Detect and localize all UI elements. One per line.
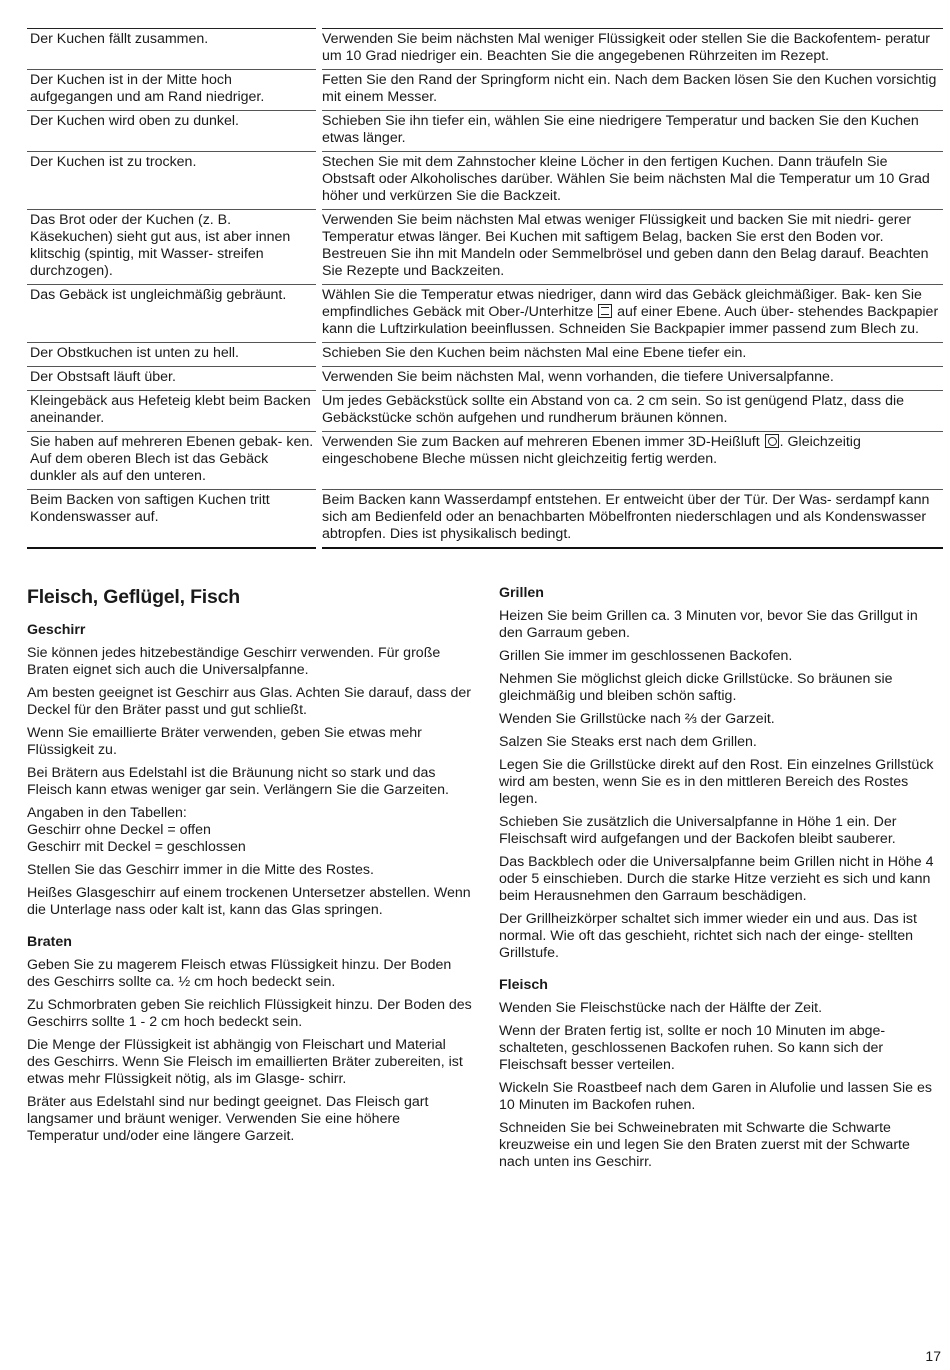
paragraph: Heizen Sie beim Grillen ca. 3 Minuten vor, bevor Sie das Grillgut in den Garraum geben. (499, 608, 918, 641)
fleisch-heading: Fleisch (499, 977, 548, 993)
grillen-heading: Grillen (499, 585, 544, 601)
paragraph: Schneiden Sie bei Schweinebraten mit Schwarte die Schwarte kreuzweise ein und legen Sie den Braten zuerst mit der Schwarte nach unten ins Geschirr. (499, 1120, 910, 1170)
problem-cell: Sie haben auf mehreren Ebenen gebak- ken. Auf dem oberen Blech ist das Gebäck dunkler als auf den unteren. (27, 432, 319, 490)
paragraph: Heißes Glasgeschirr auf einem trockenen Untersetzer abstellen. Wenn die Unterlage nass oder kalt ist, kann das Glas springen. (27, 885, 471, 918)
table-legend (27, 805, 472, 856)
problem-cell: Der Obstsaft läuft über. (27, 367, 319, 391)
table-row (27, 152, 943, 210)
problem-cell: Beim Backen von saftigen Kuchen tritt Kondenswasser auf. (27, 490, 319, 549)
solution-cell: Verwenden Sie beim nächsten Mal, wenn vorhanden, die tiefere Universalpfanne. (319, 367, 943, 391)
table-row (27, 343, 943, 367)
table-row (27, 490, 943, 549)
paragraph: Stellen Sie das Geschirr immer in die Mitte des Rostes. (27, 862, 374, 878)
solution-text: . Gleichzeitig eingeschobene Bleche müssen nicht gleichzeitig fertig werden. (322, 434, 861, 467)
paragraph: Wenden Sie Grillstücke nach ⅔ der Garzeit. (499, 711, 775, 727)
problem-cell: Das Brot oder der Kuchen (z. B. Käsekuchen) sieht gut aus, ist aber innen klitschig (spintig, mit Wasser- streifen durchzogen). (27, 210, 319, 285)
paragraph: Wenn Sie emaillierte Bräter verwenden, geben Sie etwas mehr Flüssigkeit zu. (27, 725, 422, 758)
solution-cell: Beim Backen kann Wasserdampf entstehen. Er entweicht über der Tür. Der Was- serdampf kann sich am Bedienfeld oder an benachbarten Möbelfronten niederschlagen und als Kondenswasser abtropfen. Dies ist physikalisch bedingt. (319, 490, 943, 549)
right-column (499, 585, 941, 1177)
paragraph: Das Backblech oder die Universalpfanne beim Grillen nicht in Höhe 4 oder 5 einschieben. Durch die starke Hitze verzieht es sich und kann beim Herausnehmen den Garraum beschädigen. (499, 854, 934, 904)
paragraph: Wickeln Sie Roastbeef nach dem Garen in Alufolie und lassen Sie es 10 Minuten im Backofen ruhen. (499, 1080, 932, 1113)
paragraph: Geben Sie zu magerem Fleisch etwas Flüssigkeit hinzu. Der Boden des Geschirrs sollte ca. ½ cm hoch bedeckt sein. (27, 957, 452, 990)
table-row (27, 367, 943, 391)
table-row (27, 70, 943, 111)
problem-cell: Der Kuchen ist in der Mitte hoch aufgegangen und am Rand niedriger. (27, 70, 319, 111)
paragraph: Bei Brätern aus Edelstahl ist die Bräunung nicht so stark und das Fleisch kann etwas weniger gar sein. Verlängern Sie die Garzeiten. (27, 765, 449, 798)
paragraph: Legen Sie die Grillstücke direkt auf den Rost. Ein einzelnes Grillstück wird am besten, wenn Sie es in den mittleren Bereich des Rostes legen. (499, 757, 934, 807)
problem-cell: Der Kuchen ist zu trocken. (27, 152, 319, 210)
top-bottom-heat-icon (598, 304, 612, 318)
paragraph: Nehmen Sie möglichst gleich dicke Grillstücke. So bräunen sie gleichmäßig und bleiben schön saftig. (499, 671, 893, 704)
solution-cell: Verwenden Sie beim nächsten Mal weniger Flüssigkeit oder stellen Sie die Backofentem- peratur um 10 Grad niedriger ein. Beachten Sie die angegebenen Rührzeiten im Rezept. (319, 29, 943, 70)
braten-heading: Braten (27, 934, 72, 950)
paragraph: Schieben Sie zusätzlich die Universalpfanne in Höhe 1 ein. Der Fleischsaft wird aufgefangen und der Backofen bleibt sauberer. (499, 814, 897, 847)
problem-cell: Der Kuchen fällt zusammen. (27, 29, 319, 70)
paragraph: Bräter aus Edelstahl sind nur bedingt geeignet. Das Fleisch gart langsamer und bräunt weniger. Verwenden Sie eine höhere Temperatur und/oder eine längere Garzeit. (27, 1094, 429, 1144)
solution-cell: Verwenden Sie beim nächsten Mal etwas weniger Flüssigkeit und backen Sie mit niedri- gerer Temperatur etwas länger. Bei Kuchen mit saftigem Belag, backen Sie erst den Boden vor. Bestreuen Sie ihn mit Mandeln oder Semmelbrösel und geben dann den Belag darauf. Beachten Sie Rezepte und Backzeiten. (319, 210, 943, 285)
table-row (27, 285, 943, 343)
solution-cell: Schieben Sie ihn tiefer ein, wählen Sie eine niedrigere Temperatur und backen Sie den Kuchen etwas länger. (319, 111, 943, 152)
paragraph: Zu Schmorbraten geben Sie reichlich Flüssigkeit hinzu. Der Boden des Geschirrs sollte 1 - 2 cm hoch bedeckt sein. (27, 997, 472, 1030)
paragraph: Der Grillheizkörper schaltet sich immer wieder ein und aus. Das ist normal. Wie oft das geschieht, richtet sich nach der einge- stellten Grillstufe. (499, 911, 917, 961)
paragraph: Am besten geeignet ist Geschirr aus Glas. Achten Sie darauf, dass der Deckel für den Bräter passt und gut schließt. (27, 685, 471, 718)
geschirr-heading: Geschirr (27, 622, 86, 638)
solution-cell: Schieben Sie den Kuchen beim nächsten Mal eine Ebene tiefer ein. (319, 343, 943, 367)
table-row (27, 432, 943, 490)
paragraph: Die Menge der Flüssigkeit ist abhängig von Fleischart und Material des Geschirrs. Wenn Sie Fleisch im emaillierten Bräter zubereiten, ist etwas mehr Flüssigkeit nötig, als im Glasge- schirr. (27, 1037, 463, 1087)
paragraph: Sie können jedes hitzebeständige Geschirr verwenden. Für große Braten eignet sich auch die Universalpfanne. (27, 645, 441, 678)
problem-cell: Der Kuchen wird oben zu dunkel. (27, 111, 319, 152)
solution-text: Verwenden Sie zum Backen auf mehreren Ebenen immer 3D-Heißluft (322, 434, 760, 450)
3d-hot-air-icon (765, 434, 779, 448)
section-title: Fleisch, Geflügel, Fisch (27, 586, 241, 608)
solution-cell: Um jedes Gebäckstück sollte ein Abstand von ca. 2 cm sein. So ist genügend Platz, dass die Gebäckstücke schön aufgehen und rundherum bräunen können. (319, 391, 943, 432)
problem-cell: Kleingebäck aus Hefeteig klebt beim Backen aneinander. (27, 391, 319, 432)
paragraph: Grillen Sie immer im geschlossenen Backofen. (499, 648, 793, 664)
table-row (27, 210, 943, 285)
table-row (27, 111, 943, 152)
solution-text: auf einer Ebene. Auch über- stehendes Backpapier kann die Luftzirkulation beeinflussen. Schneiden Sie Backpapier immer passend zum Blech zu. (322, 304, 939, 337)
table-row (27, 391, 943, 432)
paragraph: Wenn der Braten fertig ist, sollte er noch 10 Minuten im abge- schalteten, geschlossenen Backofen ruhen. So kann sich der Fleischsaft besser verteilen. (499, 1023, 886, 1073)
table-row (27, 29, 943, 70)
solution-text: Wählen Sie die Temperatur etwas niedriger, dann wird das Gebäck gleichmäßiger. Bak- ken Sie empfindliches Gebäck mit Ober-/Unterhitze (322, 287, 922, 320)
problem-cell: Der Obstkuchen ist unten zu hell. (27, 343, 319, 367)
solution-cell: Stechen Sie mit dem Zahnstocher kleine Löcher in den fertigen Kuchen. Dann träufeln Sie Obstsaft oder Alkoholisches darüber. Wählen Sie beim nächsten Mal die Temperatur um 10 Grad höher und verkürzen Sie die Backzeit. (319, 152, 943, 210)
legend-line: Angaben in den Tabellen: (27, 805, 187, 821)
solution-cell (319, 285, 943, 343)
left-column (27, 585, 472, 1151)
solution-cell: Fetten Sie den Rand der Springform nicht ein. Nach dem Backen lösen Sie den Kuchen vorsichtig mit einem Messer. (319, 70, 943, 111)
troubleshooting-table (27, 28, 943, 549)
paragraph: Salzen Sie Steaks erst nach dem Grillen. (499, 734, 757, 750)
legend-line: Geschirr ohne Deckel = offen (27, 822, 211, 838)
paragraph: Wenden Sie Fleischstücke nach der Hälfte der Zeit. (499, 1000, 823, 1016)
page-number: 17 (925, 1348, 941, 1364)
solution-cell (319, 432, 943, 490)
problem-cell: Das Gebäck ist ungleichmäßig gebräunt. (27, 285, 319, 343)
legend-line: Geschirr mit Deckel = geschlossen (27, 839, 246, 855)
